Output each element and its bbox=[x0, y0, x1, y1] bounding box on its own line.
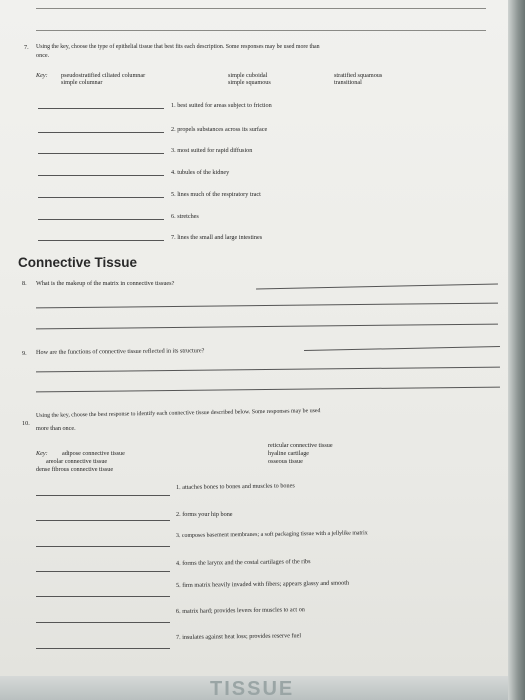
q10-answer-blank[interactable] bbox=[36, 596, 170, 597]
bottom-fragment: TISSUE bbox=[210, 678, 295, 700]
q8-prompt: What is the makeup of the matrix in connective tissues? bbox=[36, 280, 175, 287]
q7-item: 2. propels substances across its surface bbox=[171, 126, 268, 133]
q9-answer-line[interactable] bbox=[36, 367, 500, 373]
q7-prompt-line1: Using the key, choose the type of epithelial tissue that best fits each description. Some responses may be used more than bbox=[36, 44, 320, 50]
q10-item: 7. insulates against heat loss; provides reserve fuel bbox=[175, 632, 302, 641]
q10-key-item: osseous tissue bbox=[268, 458, 303, 465]
q7-item: 5. lines much of the respiratory tract bbox=[171, 191, 261, 198]
q10-answer-blank[interactable] bbox=[36, 622, 170, 623]
q7-item: 3. most suited for rapid diffusion bbox=[171, 147, 253, 154]
q10-answer-blank[interactable] bbox=[36, 648, 170, 649]
q10-key-item: dense fibrous connective tissue bbox=[36, 466, 114, 473]
q10-key-item: reticular connective tissue bbox=[268, 442, 333, 449]
q10-number: 10. bbox=[22, 420, 30, 427]
q7-prompt-line2: once. bbox=[36, 52, 50, 59]
q7-item: 7. lines the small and large intestines bbox=[171, 234, 263, 241]
q9-prompt: How are the functions of connective tissue reflected in its structure? bbox=[35, 347, 205, 356]
q7-answer-blank[interactable] bbox=[38, 197, 164, 198]
q7-key-label: Key: bbox=[36, 72, 48, 79]
q10-answer-blank[interactable] bbox=[36, 520, 170, 521]
q10-prompt-line2: more than once. bbox=[36, 425, 76, 432]
q10-answer-blank[interactable] bbox=[36, 495, 170, 496]
page-edge-shadow bbox=[508, 0, 525, 700]
next-page-edge bbox=[0, 676, 510, 700]
q9-answer-line[interactable] bbox=[36, 387, 500, 393]
q10-answer-blank[interactable] bbox=[36, 546, 170, 547]
q7-key-item: pseudostratified ciliated columnar bbox=[61, 72, 146, 79]
q10-key-item: adipose connective tissue bbox=[62, 450, 125, 457]
q7-answer-blank[interactable] bbox=[38, 153, 164, 154]
section-heading: Connective Tissue bbox=[18, 255, 138, 270]
q7-item: 6. stretches bbox=[171, 213, 199, 220]
q9-answer-line[interactable] bbox=[304, 346, 500, 351]
q7-number: 7. bbox=[24, 44, 29, 51]
q8-answer-line[interactable] bbox=[36, 324, 498, 330]
q8-answer-line[interactable] bbox=[256, 283, 498, 289]
q10-item: 6. matrix hard; provides levers for muscles to act on bbox=[175, 606, 305, 615]
q10-key-label: Key: bbox=[36, 450, 48, 457]
q7-item: 1. best suited for areas subject to friction bbox=[171, 102, 272, 109]
q7-answer-blank[interactable] bbox=[38, 108, 164, 109]
q7-key-item: simple columnar bbox=[61, 79, 103, 86]
q10-item: 2. forms your hip bone bbox=[176, 511, 233, 518]
q7-answer-blank[interactable] bbox=[38, 219, 164, 220]
q7-answer-blank[interactable] bbox=[38, 240, 164, 241]
top-rule-2 bbox=[36, 30, 486, 31]
top-rule-1 bbox=[36, 8, 486, 9]
q10-prompt-line1: Using the key, choose the best response to identify each connective tissue described below. Some responses may be used bbox=[35, 408, 321, 419]
q7-key-item: simple cuboidal bbox=[228, 72, 268, 79]
q7-key-item: transitional bbox=[334, 79, 362, 86]
q7-answer-blank[interactable] bbox=[38, 175, 164, 176]
q8-answer-line[interactable] bbox=[36, 303, 498, 309]
q10-key-item: hyaline cartilage bbox=[268, 450, 310, 457]
q10-key-item: areolar connective tissue bbox=[46, 458, 108, 465]
q7-item: 4. tubules of the kidney bbox=[171, 169, 230, 176]
q10-answer-blank[interactable] bbox=[36, 571, 170, 572]
q8-number: 8. bbox=[22, 280, 27, 287]
q10-item: 1. attaches bones to bones and muscles to bones bbox=[175, 482, 295, 491]
q10-item: 5. firm matrix heavily invaded with fibers; appears glassy and smooth bbox=[175, 579, 350, 589]
q7-key-item: simple squamous bbox=[228, 79, 271, 86]
q10-item: 3. composes basement membranes; a soft packaging tissue with a jellylike matrix bbox=[175, 530, 368, 539]
q10-item: 4. forms the larynx and the costal cartilages of the ribs bbox=[175, 558, 311, 567]
q7-key-item: stratified squamous bbox=[334, 72, 383, 79]
q9-number: 9. bbox=[22, 350, 27, 357]
q7-answer-blank[interactable] bbox=[38, 132, 164, 133]
